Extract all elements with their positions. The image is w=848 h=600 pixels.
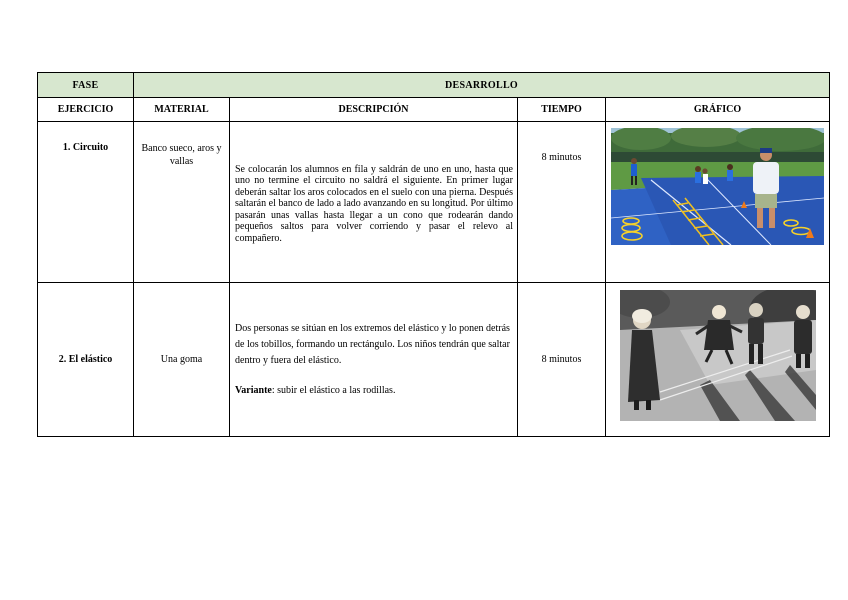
exercise-name: 1. Circuito bbox=[38, 122, 134, 283]
graphic-cell bbox=[606, 283, 830, 437]
fase-header: FASE bbox=[38, 73, 134, 98]
table-row bbox=[38, 283, 830, 437]
description-text: Se colocarán los alumnos en fila y saldrán de uno en uno, hasta que uno no termine el circuito no saldrá el siguiente. En primer lugar deberán saltar los aros colocados en el suelo con una pierna. Después saltarán el banco de lado a lado avanzando en su longitud. Por último pasarán unas vallas hasta llegar a un cono que rodearán dando pequeños saltos para volver corriendo y pasar el relevo al compañero. bbox=[235, 164, 513, 244]
time-cell: 8 minutos bbox=[518, 283, 606, 437]
elastic-jump-photo bbox=[620, 290, 816, 421]
variant-text bbox=[235, 383, 512, 399]
desarrollo-header: DESARROLLO bbox=[134, 73, 830, 98]
material-column-header: MATERIAL bbox=[134, 98, 230, 122]
description-cell bbox=[230, 122, 518, 283]
description-cell bbox=[230, 283, 518, 437]
tiempo-column-header: TIEMPO bbox=[518, 98, 606, 122]
material-cell: Una goma bbox=[134, 283, 230, 437]
column-header-row bbox=[38, 98, 830, 122]
description-text: Dos personas se sitúan en los extremos del elástico y lo ponen detrás de los tobillos, formando un rectángulo. Los niños tendrán que saltar dentro y fuera del elástico. bbox=[235, 322, 510, 366]
activity-table bbox=[37, 72, 830, 437]
exercise-name: 2. El elástico bbox=[38, 283, 134, 437]
graphic-cell bbox=[606, 122, 830, 283]
circuit-photo bbox=[611, 128, 824, 245]
variant-label: Variante bbox=[235, 384, 272, 396]
ejercicio-column-header: EJERCICIO bbox=[38, 98, 134, 122]
time-cell: 8 minutos bbox=[518, 122, 606, 283]
phase-header-row bbox=[38, 73, 830, 98]
variant-detail: : subir el elástico a las rodillas. bbox=[271, 384, 396, 396]
table-row bbox=[38, 122, 830, 283]
grafico-column-header: GRÁFICO bbox=[606, 98, 830, 122]
material-cell: Banco sueco, aros y vallas bbox=[134, 122, 230, 283]
descripcion-column-header: DESCRIPCIÓN bbox=[230, 98, 518, 122]
